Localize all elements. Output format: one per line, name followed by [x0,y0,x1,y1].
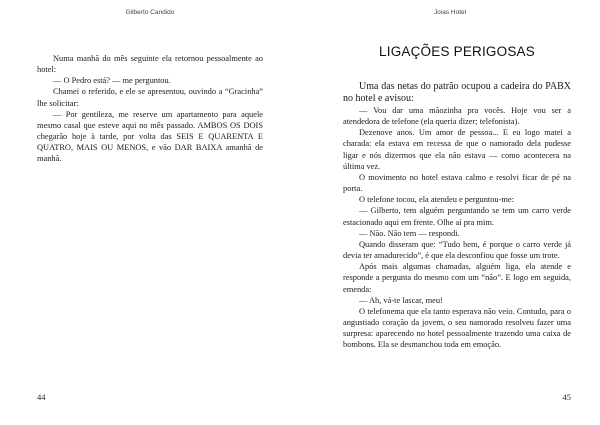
paragraph: — Não. Não tem — respondi. [359,228,460,238]
right-page-body [343,81,571,350]
page-number: 44 [37,392,46,402]
chapter-title: LIGAÇÕES PERIGOSAS [379,44,535,59]
paragraph: — O Pedro está? — me perguntou. [53,76,171,86]
paragraph: Quando disseram que: “Tudo bem, é porque o carro verde já devia ter amadurecido”, é que ela desconfiou que fosse um trote. [343,239,571,261]
paragraph: O movimento no hotel estava calmo e resolvi ficar de pé na porta. [343,172,571,194]
running-head-title: Joias Hotel [433,9,467,16]
right-page [300,0,600,425]
paragraph: — Por gentileza, me reserve um apartamento para aquele mesmo casal que esteve aqui no mês passado. AMBOS OS DOIS chegarão hoje à tarde, por volta das SEIS E QUARENTA E QUATRO, MAIS OU MENOS, e vão DAR BAIXA amanhã de manhã. [37,109,263,164]
paragraph: Dezenove anos. Um amor de pessoa... E eu logo matei a charada: ela estava em recessa de que o namorado dela pudesse ligar e nós dizermos que ela não estava — como acontecera na última vez. [343,128,571,171]
paragraph: O telefone tocou, ela atendeu e perguntou-me: [359,195,514,205]
paragraph: Após mais algumas chamadas, alguém liga, ela atende e responde a pergunta do mesmo com um “não”. E logo em seguida, emenda: [343,262,571,294]
paragraph: — Vou dar uma mãozinha pra vocês. Hoje vou ser a atendedora de telefone (ela queria dizer; telefonista). [343,106,571,127]
paragraph: Uma das netas do patrão ocupou a cadeira do PABX no hotel e avisou: [343,81,571,104]
paragraph: — Ah, vá-te lascar, meu! [359,295,443,305]
paragraph: O telefonema que ela tanto esperava não veio. Contudo, para o angustiado coração da jovem, o seu namorado resolveu fazer uma surpresa: aparecendo no hotel pessoalmente trazendo uma caixa de bombons. Ela se desmanchou toda em emoção. [343,306,571,350]
paragraph: Chamei o referido, e ele se apresentou, ouvindo a “Gracinha” lhe solicitar: [37,87,263,108]
page-number: 45 [562,392,571,402]
paragraph: Numa manhã do mês seguinte ela retornou pessoalmente ao hotel: [37,54,263,75]
paragraph: — Gilberto, tem alguém perguntando se tem um carro verde estacionado aqui em frente. Olhe aí pra mim. [343,206,571,227]
running-head-author: Gilberto Candido [125,9,175,16]
left-page-body [37,53,263,165]
